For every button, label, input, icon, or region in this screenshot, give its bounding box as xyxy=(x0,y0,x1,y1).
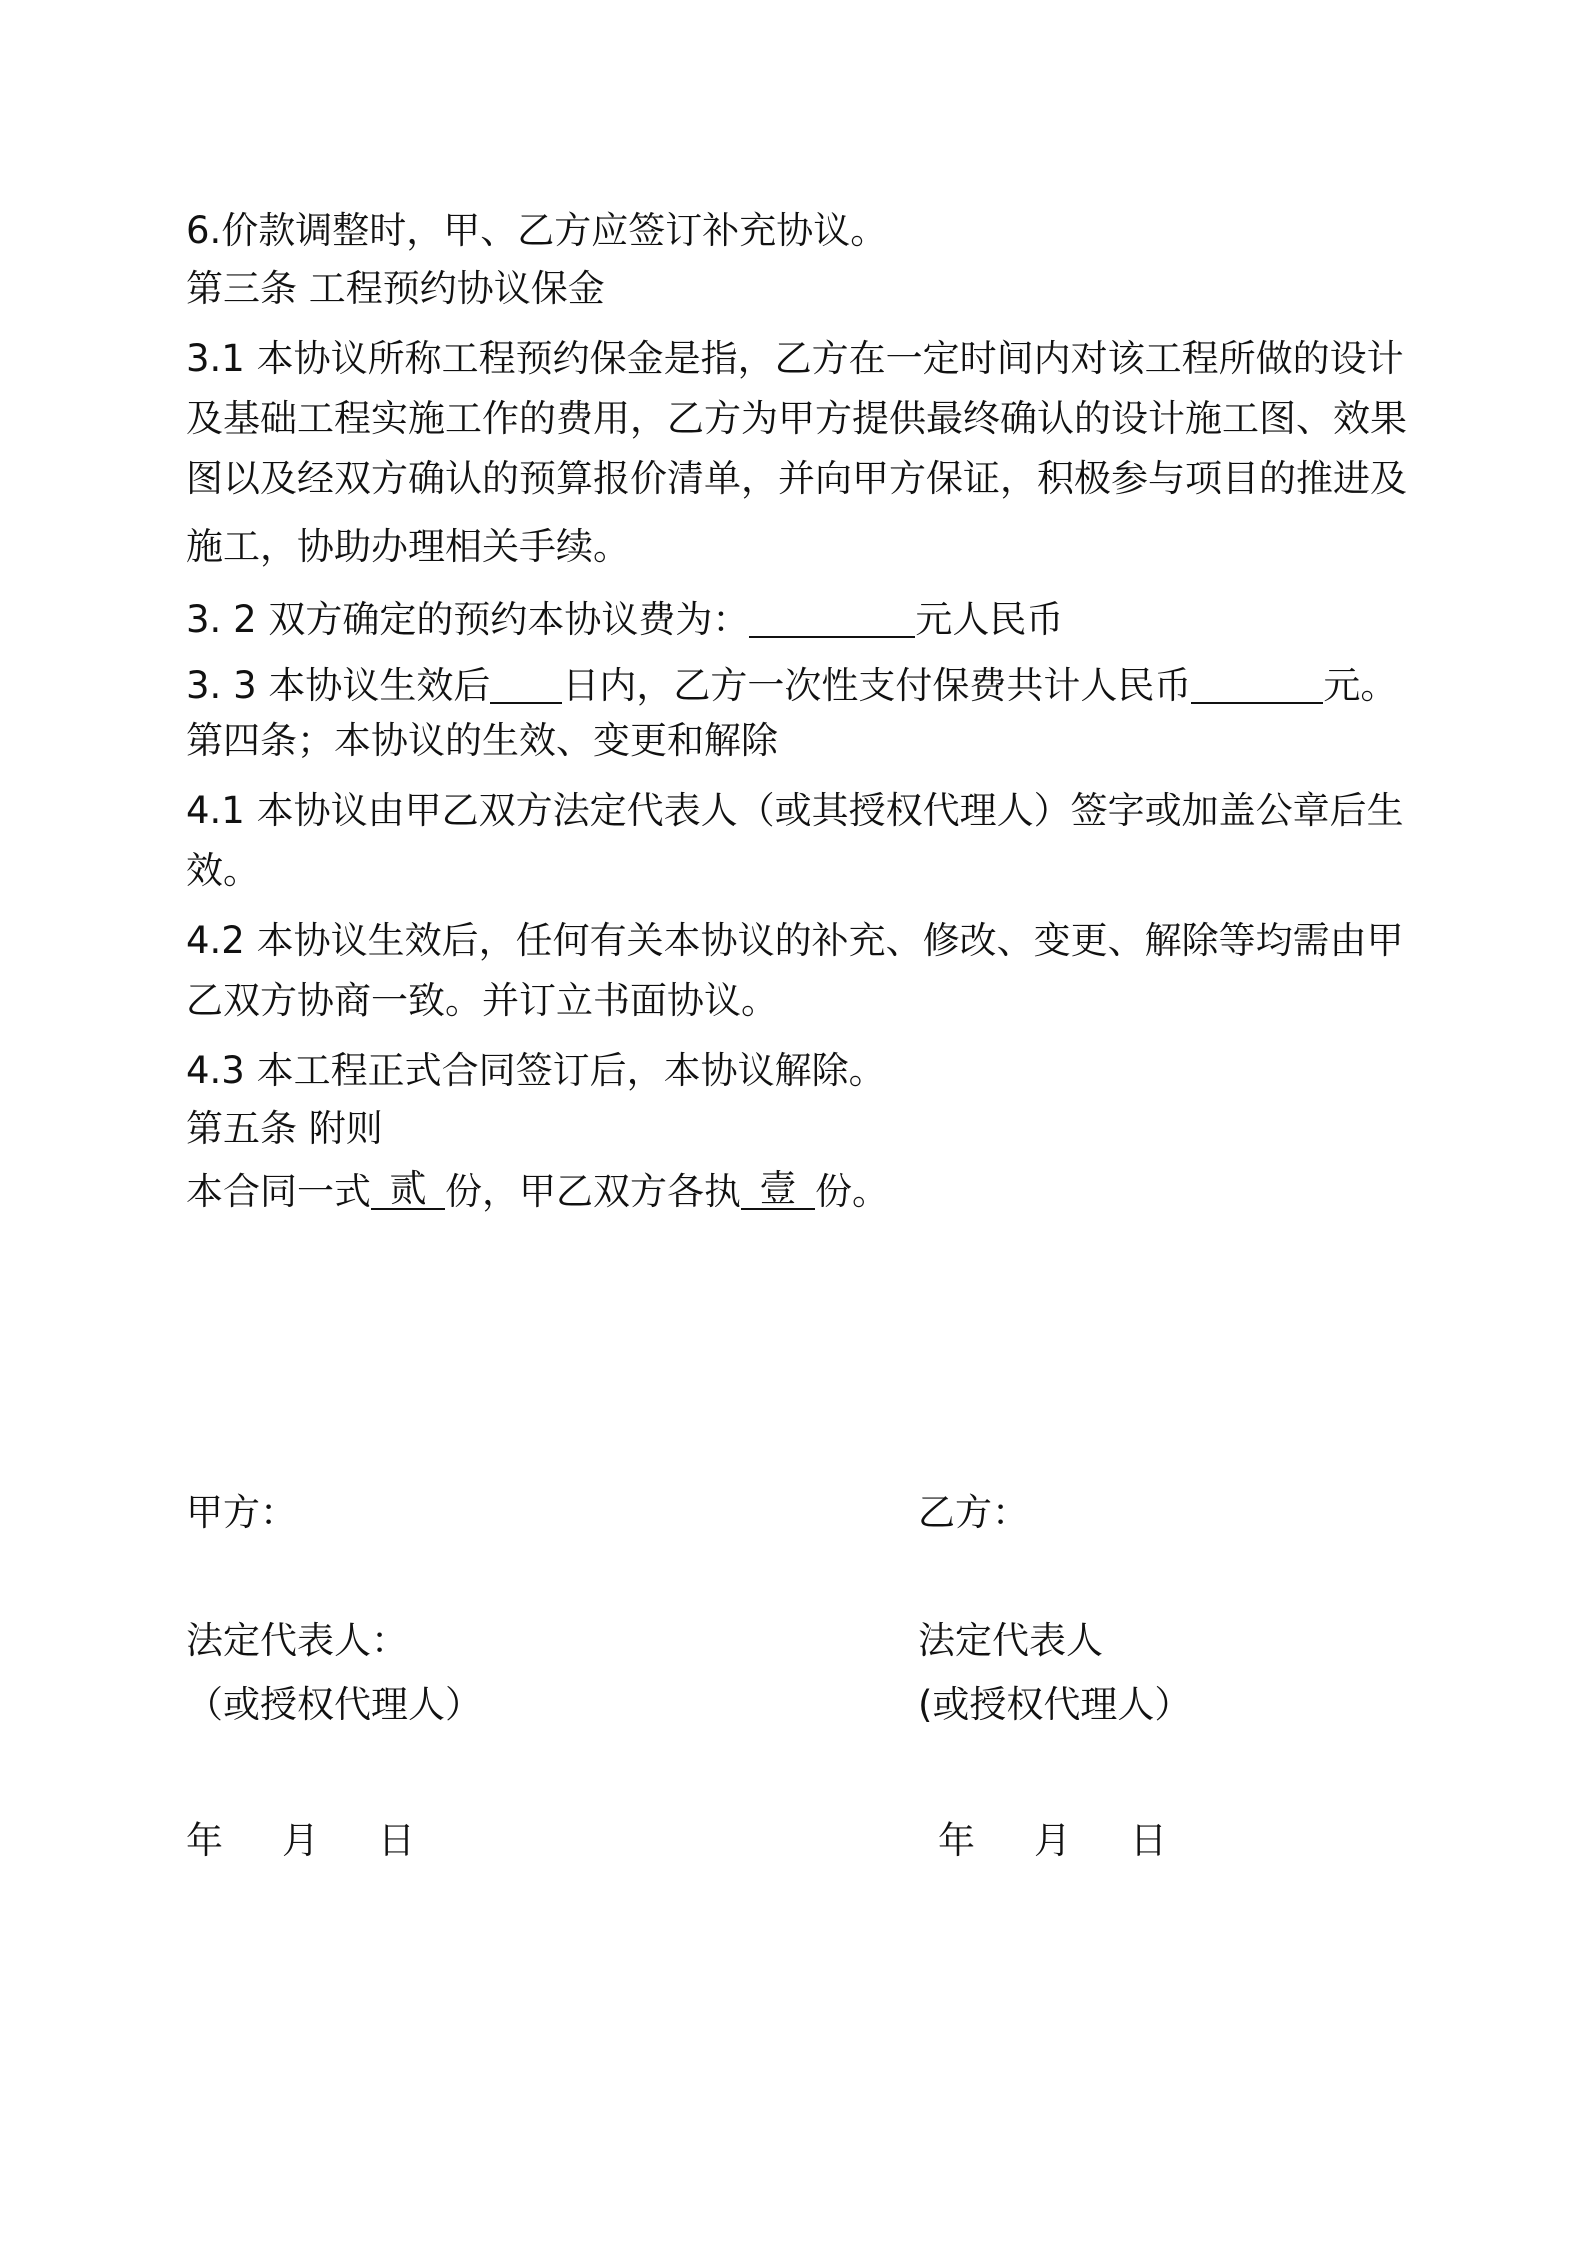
article-4-title: 第四条；本协议的生效、变更和解除 xyxy=(186,719,778,762)
party-b-year-label: 年 xyxy=(938,1819,975,1862)
clause-4-2-line-1: 4.2 本协议生效后，任何有关本协议的补充、修改、变更、解除等均需由甲 xyxy=(186,919,1404,962)
party-a-month-label: 月 xyxy=(282,1819,319,1862)
party-b-date xyxy=(938,1819,1167,1862)
copies-each-field[interactable]: 壹 xyxy=(741,1170,815,1210)
clause-3-1-line-3: 图以及经双方确认的预算报价清单，并向甲方保证，积极参与项目的推进及 xyxy=(186,457,1407,500)
clause-3-2 xyxy=(186,598,1064,641)
fee-amount-blank[interactable] xyxy=(749,598,915,638)
clause-3-1-line-1: 3.1 本协议所称工程预约保金是指，乙方在一定时间内对该工程所做的设计 xyxy=(186,337,1404,380)
clause-3-3 xyxy=(186,664,1398,707)
clause-3-1-line-4: 施工，协助办理相关手续。 xyxy=(186,525,630,568)
copies-text-a: 本合同一式 xyxy=(186,1170,371,1213)
clause-3-3-part-c: 元。 xyxy=(1323,664,1398,707)
party-b-agent-label: (或授权代理人） xyxy=(918,1683,1192,1726)
article-3-title: 第三条 工程预约协议保金 xyxy=(186,267,605,310)
party-b-representative-label: 法定代表人 xyxy=(918,1619,1103,1662)
clause-4-3: 4.3 本工程正式合同签订后，本协议解除。 xyxy=(186,1049,886,1092)
party-a-year-label: 年 xyxy=(186,1819,223,1862)
clause-4-2-line-2: 乙双方协商一致。并订立书面协议。 xyxy=(186,979,778,1022)
clause-3-3-part-a: 3. 3 本协议生效后 xyxy=(186,664,491,707)
party-a-date xyxy=(186,1819,415,1862)
party-b-day-label: 日 xyxy=(1130,1819,1167,1862)
party-a-representative-label: 法定代表人： xyxy=(186,1619,408,1662)
copies-text-b: 份，甲乙双方各执 xyxy=(445,1170,741,1213)
article-5-title: 第五条 附则 xyxy=(186,1107,383,1150)
copies-total-field[interactable]: 贰 xyxy=(371,1170,445,1210)
party-a-agent-label: （或授权代理人） xyxy=(186,1683,482,1726)
days-blank[interactable] xyxy=(490,664,562,704)
clause-3-1-line-2: 及基础工程实施工作的费用，乙方为甲方提供最终确认的设计施工图、效果 xyxy=(186,397,1407,440)
copies-clause xyxy=(186,1167,889,1213)
clause-6: 6.价款调整时，甲、乙方应签订补充协议。 xyxy=(186,209,888,252)
clause-4-1-line-2: 效。 xyxy=(186,849,260,892)
party-a-day-label: 日 xyxy=(378,1819,415,1862)
payment-amount-blank[interactable] xyxy=(1191,664,1323,704)
party-b-label: 乙方： xyxy=(918,1491,1029,1534)
party-a-label: 甲方： xyxy=(186,1491,297,1534)
clause-4-1-line-1: 4.1 本协议由甲乙双方法定代表人（或其授权代理人）签字或加盖公章后生 xyxy=(186,789,1404,832)
party-b-month-label: 月 xyxy=(1034,1819,1071,1862)
clause-3-2-prefix: 3. 2 双方确定的预约本协议费为： xyxy=(186,598,750,641)
clause-3-3-part-b: 日内，乙方一次性支付保费共计人民币 xyxy=(562,664,1192,707)
clause-3-2-suffix: 元人民币 xyxy=(915,598,1064,641)
copies-text-c: 份。 xyxy=(815,1170,889,1213)
